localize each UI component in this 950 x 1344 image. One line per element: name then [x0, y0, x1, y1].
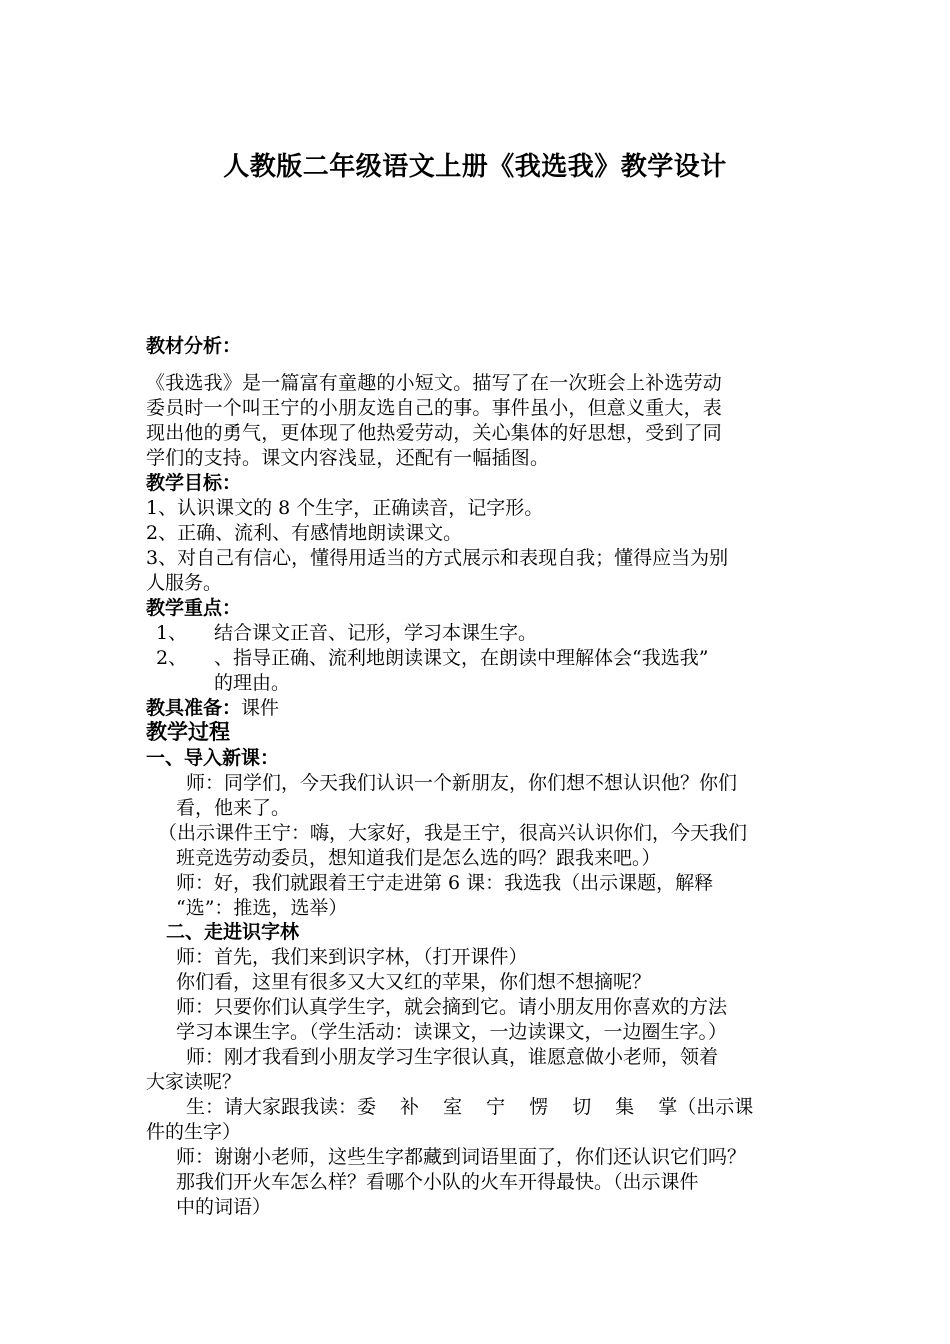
analysis-heading: 教材分析： — [146, 335, 242, 357]
goals-heading: 教学目标： — [146, 472, 242, 494]
part2-line: 师：谢谢小老师，这些生字都藏到词语里面了，你们还认识它们吗？ — [176, 1146, 747, 1168]
analysis-line: 学们的支持。课文内容浅显，还配有一幅插图。 — [146, 447, 550, 469]
part2-line: 件的生字） — [146, 1121, 242, 1143]
part1-line: （出示课件王宁：嗨，大家好，我是王宁，很高兴认识你们，今天我们 — [158, 822, 748, 844]
analysis-line: 《我选我》是一篇富有童趣的小短文。描写了在一次班会上补选劳动 — [146, 372, 723, 394]
focus-heading: 教学重点： — [146, 597, 242, 619]
part1-line: 看，他来了。 — [176, 797, 291, 819]
part2-line: 那我们开火车怎么样？看哪个小队的火车开得最快。（出示课件 — [176, 1171, 699, 1193]
part2-heading: 二、走进识字林 — [166, 921, 300, 943]
goal-item: 2、正确、流利、有感情地朗读课文。 — [146, 522, 463, 544]
part2-line: 你们看，这里有很多又大又红的苹果，你们想不想摘呢？ — [176, 971, 652, 993]
page-title: 人教版二年级语文上册《我选我》教学设计 — [223, 152, 727, 182]
part2-line: 生：请大家跟我读：委 补 室 宁 愣 切 集 掌（出示课 — [186, 1096, 754, 1118]
process-heading: 教学过程 — [146, 720, 230, 744]
part2-line: 大家读呢？ — [146, 1071, 242, 1093]
tools-value: 课件 — [241, 697, 280, 719]
goal-item: 1、认识课文的 8 个生字，正确读音，记字形。 — [146, 497, 544, 519]
focus-number: 1、 — [156, 622, 188, 644]
tools-heading: 教具准备： — [146, 697, 242, 719]
part1-line: “选”：推选，选举） — [176, 897, 348, 919]
part1-heading: 一、导入新课： — [146, 747, 280, 769]
part2-line: 师：只要你们认真学生字，就会摘到它。请小朋友用你喜欢的方法 — [176, 996, 728, 1018]
part2-line: 中的词语） — [176, 1196, 272, 1218]
part1-line: 班竞选劳动委员，想知道我们是怎么选的吗？跟我来吧。） — [176, 847, 661, 869]
focus-item: 的理由。 — [214, 672, 291, 694]
tools-row — [146, 696, 279, 721]
goal-item: 3、对自己有信心，懂得用适当的方式展示和表现自我；懂得应当为别 — [146, 547, 729, 569]
focus-item: 、指导正确、流利地朗读课文，在朗读中理解体会“我选我” — [214, 647, 709, 669]
focus-item: 结合课文正音、记形，学习本课生字。 — [214, 622, 538, 644]
goal-item: 人服务。 — [146, 572, 223, 594]
analysis-line: 现出他的勇气，更体现了他热爱劳动，关心集体的好思想，受到了同 — [146, 422, 723, 444]
part2-line: 师：刚才我看到小朋友学习生字很认真，谁愿意做小老师，领着 — [186, 1046, 719, 1068]
focus-number: 2、 — [156, 647, 188, 669]
part2-line: 学习本课生字。（学生活动：读课文，一边读课文，一边圈生字。） — [176, 1021, 728, 1043]
part2-line: 师：首先，我们来到识字林，（打开课件） — [176, 946, 528, 968]
analysis-line: 委员时一个叫王宁的小朋友选自己的事。事件虽小，但意义重大，表 — [146, 397, 723, 419]
part1-line: 师：好，我们就跟着王宁走进第 6 课：我选我（出示课题，解释 — [176, 872, 714, 894]
part1-line: 师：同学们，今天我们认识一个新朋友，你们想不想认识他？你们 — [186, 772, 738, 794]
